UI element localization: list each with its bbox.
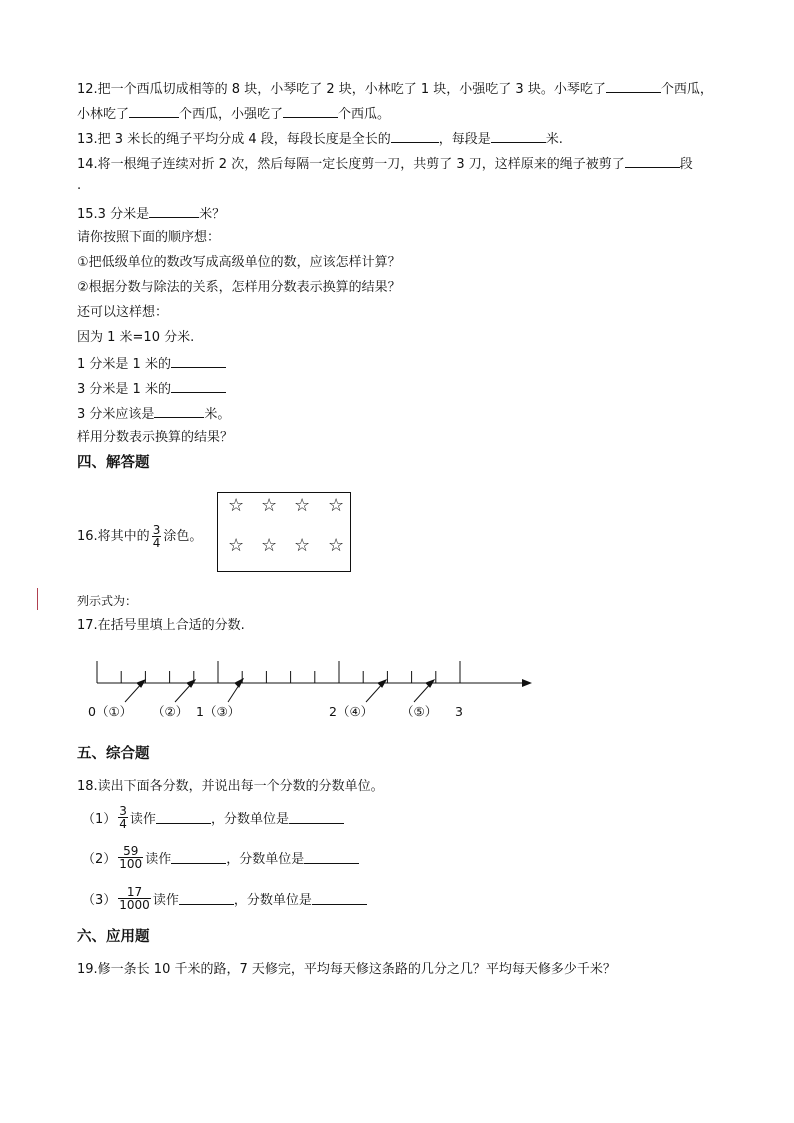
q18-item-2: （2） $\frac{59}{100}$ 读作 ，分数单位是 xyxy=(82,845,359,870)
q18-read-blank-2[interactable] xyxy=(171,851,226,864)
q12-blank-2[interactable] xyxy=(129,105,179,118)
star-icon[interactable]: ☆ xyxy=(228,495,245,516)
q12-blank-3[interactable] xyxy=(283,105,338,118)
q18-read-blank-1[interactable] xyxy=(156,811,211,824)
q13-line: 13.把 3 米长的绳子平均分成 4 段，每段长度是全长的 ，每段是 米. xyxy=(77,132,563,147)
margin-marker xyxy=(37,588,38,610)
q19-line: 19.修一条长 10 千米的路，7 天修完，平均每天修这条路的几分之几？平均每天修多少千米？ xyxy=(77,962,616,977)
q18-fraction-2: $\frac{59}{100}$ xyxy=(119,844,143,871)
q18-unit-blank-2[interactable] xyxy=(304,851,359,864)
q12-line1: 12.把一个西瓜切成相等的 8 块，小琴吃了 2 块，小林吃了 1 块，小强吃了 3 块。小琴吃了 个西瓜， xyxy=(77,82,713,97)
q18-item-3: （3） $\frac{17}{1000}$ 读作 ，分数单位是 xyxy=(82,886,367,911)
q15-title: 15.3 分米是 米？ xyxy=(77,207,226,222)
q18-item-1: （1） $\frac{3}{4}$ 读作 ，分数单位是 xyxy=(82,805,344,830)
q15-blank-2[interactable] xyxy=(171,355,226,368)
q15-line2: ①把低级单位的数改写成高级单位的数，应该怎样计算？ xyxy=(77,255,401,270)
q15-blank-3[interactable] xyxy=(171,380,226,393)
q15-line3: ②根据分数与除法的关系，怎样用分数表示换算的结果？ xyxy=(77,280,401,295)
star-icon[interactable]: ☆ xyxy=(261,495,278,516)
q18-read-blank-3[interactable] xyxy=(179,892,234,905)
q15-blank-4[interactable] xyxy=(154,405,204,418)
number-line-ticks xyxy=(97,661,460,683)
number-line xyxy=(0,652,794,732)
star-icon[interactable]: ☆ xyxy=(261,535,278,556)
q14-period: . xyxy=(77,178,82,193)
star-icon[interactable]: ☆ xyxy=(294,535,311,556)
q12-blank-1[interactable] xyxy=(606,80,661,93)
q18-fraction-3: $\frac{17}{1000}$ xyxy=(119,885,150,912)
q15-blank-title[interactable] xyxy=(149,205,199,218)
q18-title: 18.读出下面各分数，并说出每一个分数的分数单位。 xyxy=(77,779,384,794)
q16-line: 16.将其中的 $\frac{3}{4}$ 涂色。 xyxy=(77,523,203,550)
number-line-label-1: 0（①） xyxy=(88,704,133,719)
q17-title: 17.在括号里填上合适的分数. xyxy=(77,618,245,633)
q14-blank[interactable] xyxy=(625,155,680,168)
number-line-label-4: 2（④） xyxy=(329,704,374,719)
q12-line2: 小林吃了 个西瓜，小强吃了 个西瓜。 xyxy=(77,107,391,122)
q15-line9: 样用分数表示换算的结果？ xyxy=(77,430,234,445)
q15-line1: 请你按照下面的顺序想： xyxy=(77,230,221,245)
star-icon[interactable]: ☆ xyxy=(294,495,311,516)
section-6-heading: 六、应用题 xyxy=(77,929,150,945)
section-4-heading: 四、解答题 xyxy=(77,455,150,471)
q13-blank-2[interactable] xyxy=(491,130,546,143)
number-line-arrowhead xyxy=(522,679,532,687)
q15-line6: 1 分米是 1 米的 xyxy=(77,355,226,373)
q13-blank-1[interactable] xyxy=(391,130,439,143)
q18-unit-blank-1[interactable] xyxy=(289,811,344,824)
number-line-label-5: （⑤） xyxy=(401,704,438,719)
q15-line5: 因为 1 米=10 分米. xyxy=(77,330,195,345)
q15-line8: 3 分米应该是 米。 xyxy=(77,407,231,422)
number-line-label-3: 1（③） xyxy=(196,704,241,719)
star-grid xyxy=(217,492,351,572)
q16-formula-label: 列示式为： xyxy=(77,594,138,608)
q15-line4: 还可以这样想： xyxy=(77,305,169,320)
number-line-label-2: （②） xyxy=(152,704,189,719)
q14-line: 14.将一根绳子连续对折 2 次，然后每隔一定长度剪一刀，共剪了 3 刀，这样原来的绳子被剪了 段 xyxy=(77,157,693,172)
star-icon[interactable]: ☆ xyxy=(328,495,345,516)
q15-line7: 3 分米是 1 米的 xyxy=(77,380,226,398)
section-5-heading: 五、综合题 xyxy=(77,746,150,762)
q18-unit-blank-3[interactable] xyxy=(312,892,367,905)
q16-fraction: $\frac{3}{4}$ xyxy=(152,523,161,550)
q18-fraction-1: $\frac{3}{4}$ xyxy=(119,804,127,831)
star-icon[interactable]: ☆ xyxy=(328,535,345,556)
star-icon[interactable]: ☆ xyxy=(228,535,245,556)
number-line-label-6: 3 xyxy=(455,704,463,719)
